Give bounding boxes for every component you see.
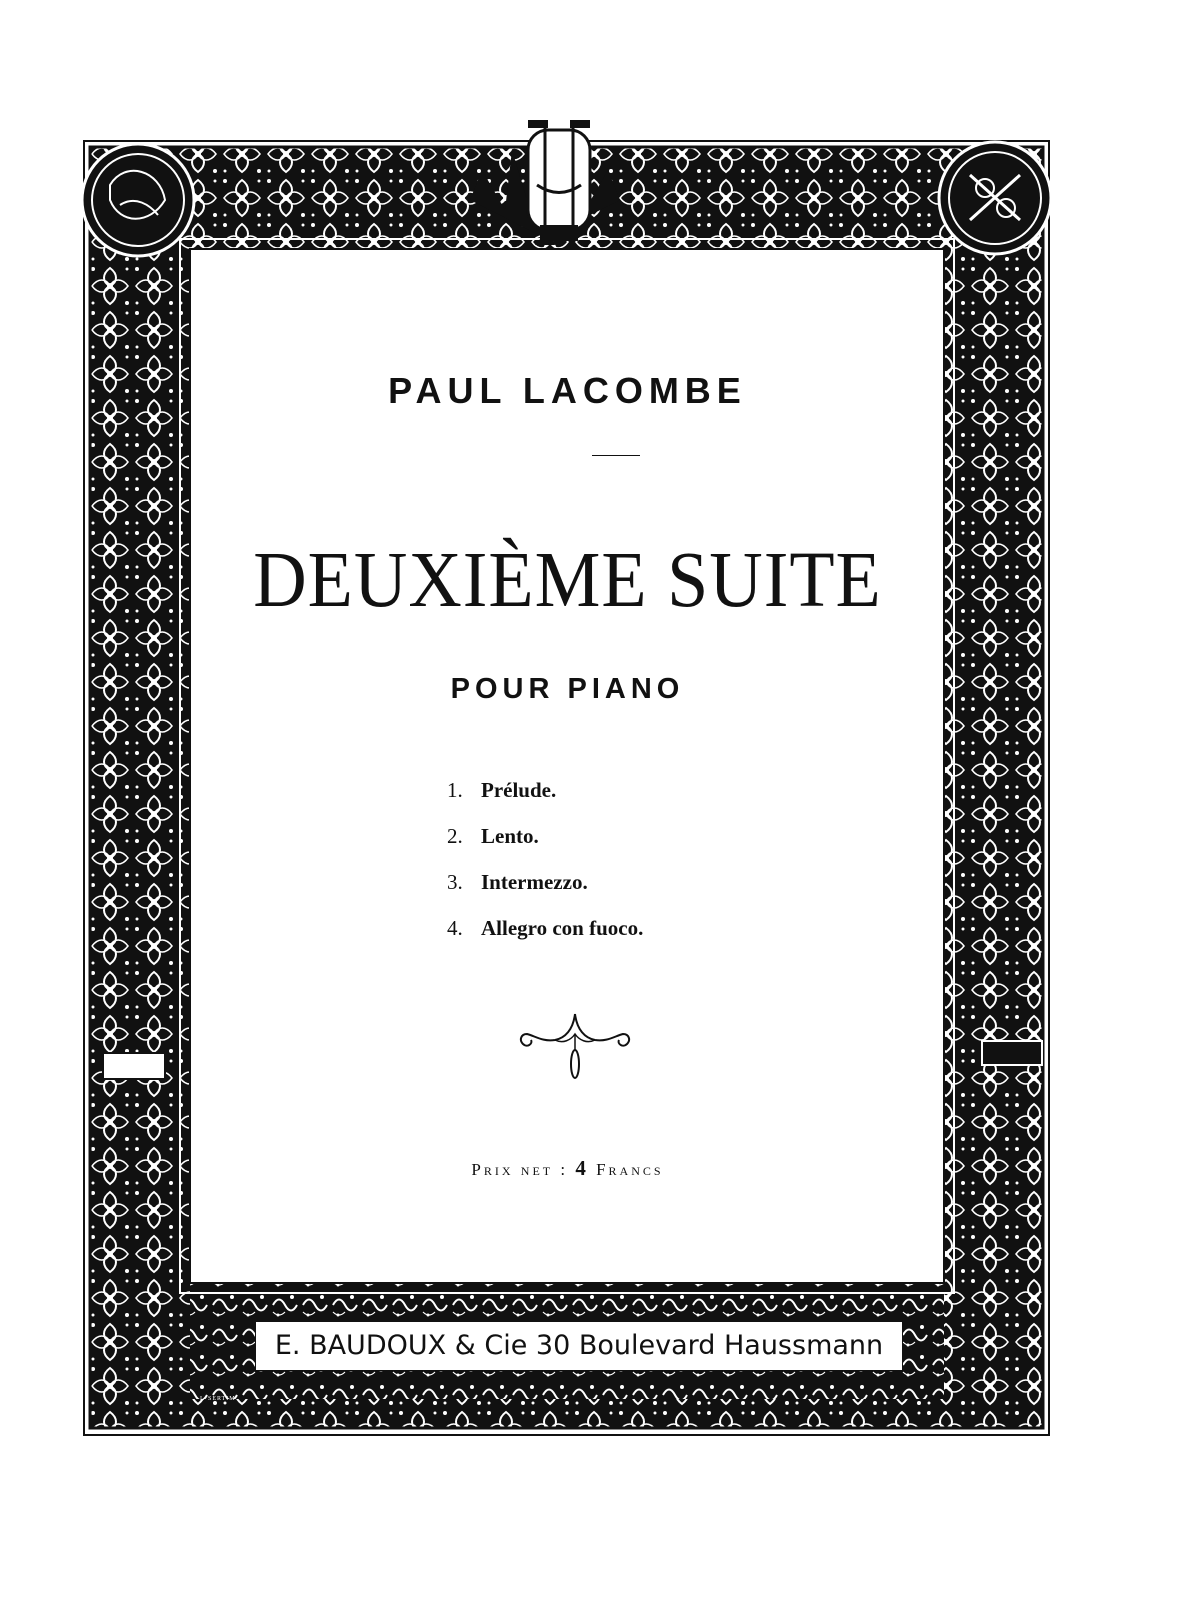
list-item — [447, 778, 643, 824]
movement-name: Intermezzo. — [481, 870, 588, 894]
movement-number: 4. — [447, 916, 463, 940]
page-title: DEUXIÈME SUITE — [253, 535, 882, 625]
engraver-mark: I. SERTIM — [200, 1396, 236, 1402]
medallion-icon — [939, 142, 1051, 254]
movement-number: 3. — [447, 870, 463, 894]
movement-number: 2. — [447, 824, 463, 848]
movement-list — [447, 778, 643, 962]
movement-name: Prélude. — [481, 778, 557, 802]
price-label: Prix net : — [471, 1160, 569, 1179]
medallion-icon — [82, 144, 194, 256]
movement-name: Allegro con fuoco. — [481, 916, 644, 940]
price-unit: Francs — [596, 1160, 664, 1179]
subtitle: POUR PIANO — [450, 673, 685, 705]
price-line — [191, 1156, 944, 1181]
flourish-icon — [515, 1010, 635, 1082]
movement-number: 1. — [447, 778, 463, 802]
list-item — [447, 824, 643, 870]
price-amount: 4 — [575, 1156, 589, 1180]
divider — [592, 455, 640, 456]
list-item — [447, 870, 643, 916]
list-item — [447, 916, 643, 962]
movement-name: Lento. — [481, 824, 539, 848]
composer-name: PAUL LACOMBE — [388, 370, 747, 411]
publisher-imprint: E. BAUDOUX & Cie 30 Boulevard Haussmann — [255, 1321, 903, 1371]
